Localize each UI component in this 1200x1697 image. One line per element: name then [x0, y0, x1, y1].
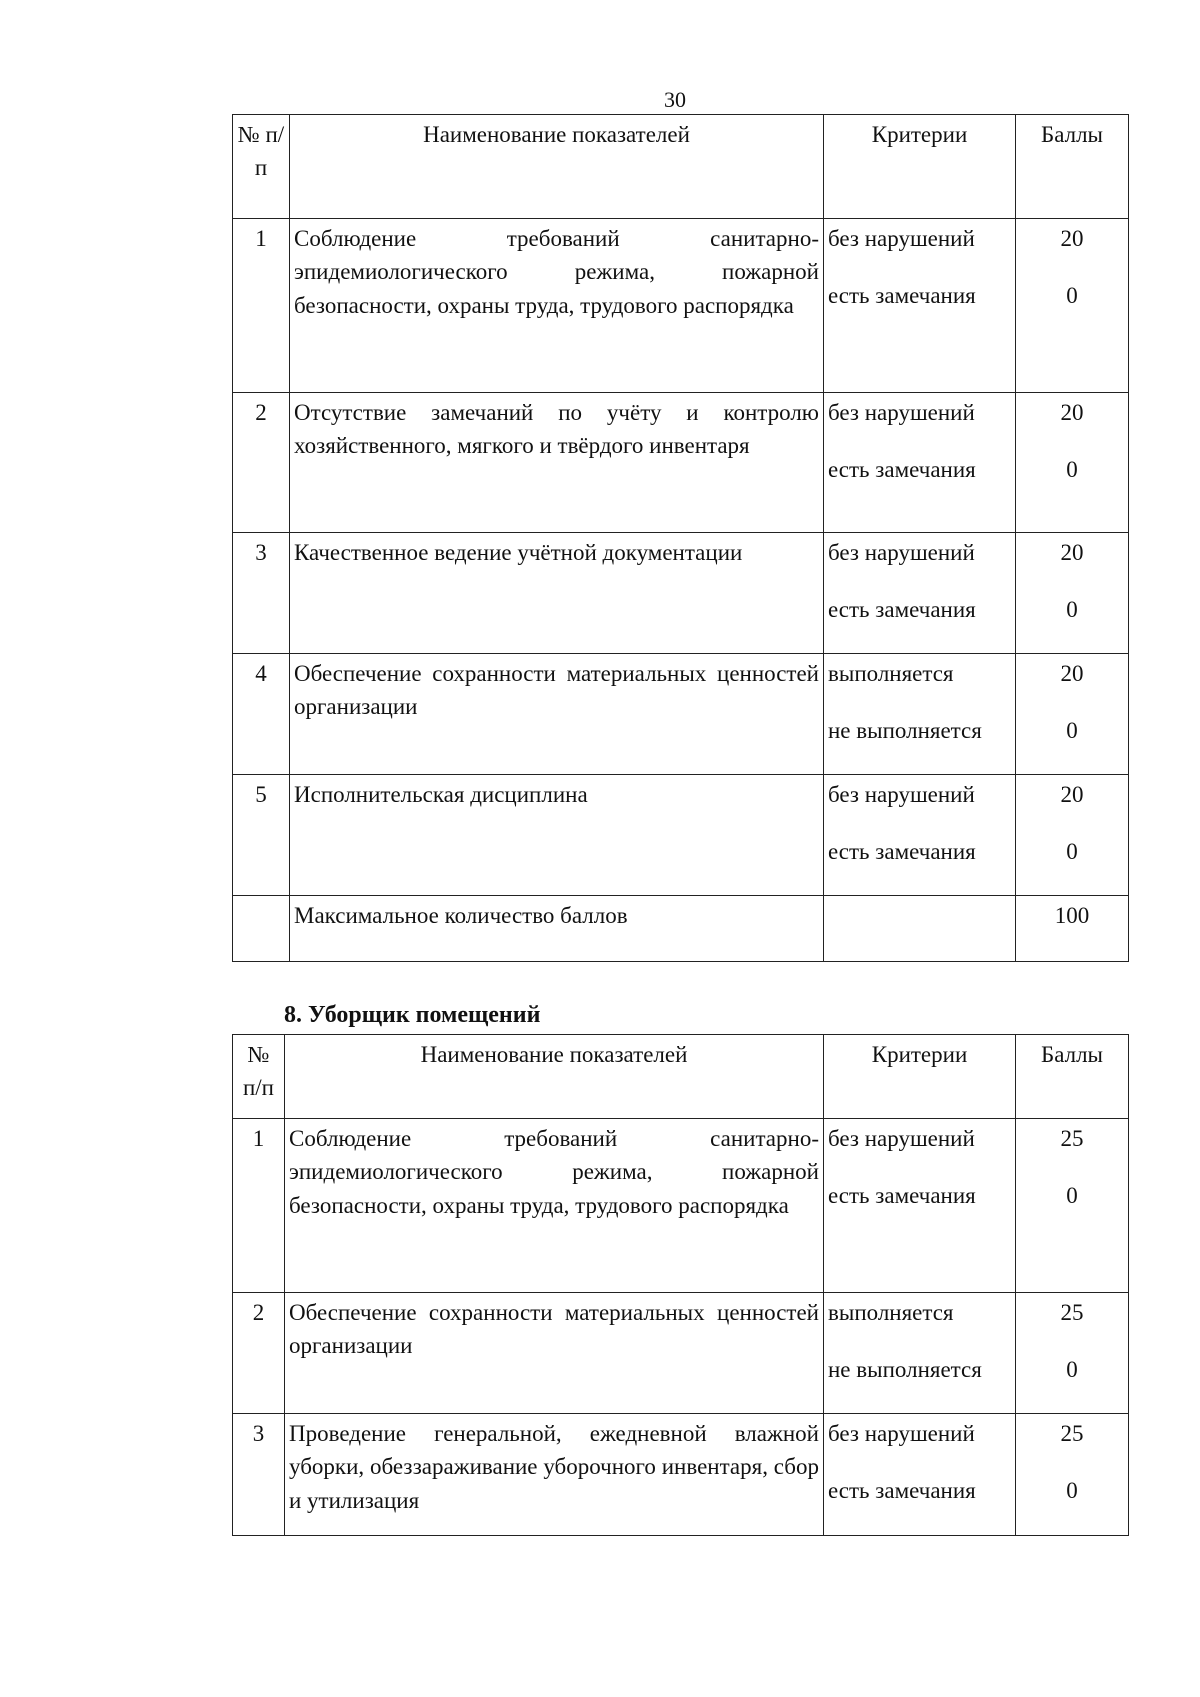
table-row — [233, 533, 1129, 654]
points-value: 0 — [1066, 457, 1078, 483]
table-row — [233, 1119, 1129, 1293]
criteria-option: выполняется — [828, 661, 954, 686]
table-total-row — [233, 896, 1129, 962]
points-value: 0 — [1066, 1478, 1078, 1504]
row-criteria — [824, 1414, 1016, 1536]
criteria-option: есть замечания — [828, 597, 976, 623]
row-criteria — [824, 533, 1016, 654]
header-criteria: Критерии — [824, 1035, 1016, 1119]
row-indicator: Качественное ведение учётной документации — [290, 533, 824, 654]
total-points: 100 — [1016, 896, 1129, 962]
criteria-option: есть замечания — [828, 839, 976, 865]
header-num: № п/п — [233, 115, 290, 219]
points-value: 25 — [1060, 1300, 1084, 1325]
points-value: 25 — [1060, 1126, 1084, 1151]
table-row — [233, 393, 1129, 533]
criteria-table-1 — [232, 114, 1129, 962]
row-criteria — [824, 654, 1016, 775]
criteria-option: выполняется — [828, 1300, 954, 1325]
header-points: Баллы — [1016, 115, 1129, 219]
points-value: 0 — [1066, 283, 1078, 309]
row-num: 1 — [233, 1119, 285, 1293]
criteria-option: без нарушений — [828, 1126, 975, 1151]
row-indicator: Отсутствие замечаний по учёту и контролю хозяйственного, мягкого и твёрдого инвентаря — [290, 393, 824, 533]
row-points — [1016, 1119, 1129, 1293]
row-indicator: Соблюдение требований санитарно-эпидемиологического режима, пожарной безопасности, охраны труда, трудового распорядка — [285, 1119, 824, 1293]
header-criteria: Критерии — [824, 115, 1016, 219]
row-num: 1 — [233, 219, 290, 393]
row-points — [1016, 1293, 1129, 1414]
header-name: Наименование показателей — [285, 1035, 824, 1119]
points-value: 0 — [1066, 1357, 1078, 1383]
table-row — [233, 1293, 1129, 1414]
row-indicator: Обеспечение сохранности материальных ценностей организации — [290, 654, 824, 775]
table-row — [233, 219, 1129, 393]
row-num: 3 — [233, 533, 290, 654]
points-value: 20 — [1060, 540, 1084, 565]
section-title: 8. Уборщик помещений — [284, 1002, 541, 1028]
row-num: 4 — [233, 654, 290, 775]
row-indicator: Проведение генеральной, ежедневной влажной уборки, обеззараживание уборочного инвентаря, сбор и утилизация — [285, 1414, 824, 1536]
row-criteria — [824, 1293, 1016, 1414]
header-num: № п/п — [233, 1035, 285, 1119]
table-row — [233, 775, 1129, 896]
table-header-row — [233, 115, 1129, 219]
row-indicator: Исполнительская дисциплина — [290, 775, 824, 896]
criteria-option: без нарушений — [828, 540, 975, 565]
criteria-option: есть замечания — [828, 283, 976, 309]
points-value: 20 — [1060, 226, 1084, 251]
points-value: 25 — [1060, 1421, 1084, 1446]
points-value: 0 — [1066, 718, 1078, 744]
row-criteria — [824, 775, 1016, 896]
row-num: 2 — [233, 1293, 285, 1414]
table-header-row — [233, 1035, 1129, 1119]
points-value: 0 — [1066, 839, 1078, 865]
row-criteria — [824, 393, 1016, 533]
header-name: Наименование показателей — [290, 115, 824, 219]
row-indicator: Обеспечение сохранности материальных ценностей организации — [285, 1293, 824, 1414]
total-label: Максимальное количество баллов — [290, 896, 824, 962]
row-indicator: Соблюдение требований санитарно-эпидемиологического режима, пожарной безопасности, охраны труда, трудового распорядка — [290, 219, 824, 393]
table-row — [233, 1414, 1129, 1536]
criteria-option: не выполняется — [828, 1357, 982, 1383]
total-criteria — [824, 896, 1016, 962]
row-points — [1016, 219, 1129, 393]
row-num: 3 — [233, 1414, 285, 1536]
criteria-option: не выполняется — [828, 718, 982, 744]
total-num — [233, 896, 290, 962]
criteria-option: есть замечания — [828, 457, 976, 483]
row-criteria — [824, 1119, 1016, 1293]
row-criteria — [824, 219, 1016, 393]
row-points — [1016, 1414, 1129, 1536]
row-points — [1016, 393, 1129, 533]
criteria-option: без нарушений — [828, 782, 975, 807]
page-number: 30 — [664, 87, 686, 112]
points-value: 20 — [1060, 661, 1084, 686]
points-value: 20 — [1060, 400, 1084, 425]
criteria-option: без нарушений — [828, 1421, 975, 1446]
row-num: 5 — [233, 775, 290, 896]
points-value: 20 — [1060, 782, 1084, 807]
row-points — [1016, 533, 1129, 654]
header-points: Баллы — [1016, 1035, 1129, 1119]
row-num: 2 — [233, 393, 290, 533]
row-points — [1016, 654, 1129, 775]
table-row — [233, 654, 1129, 775]
criteria-option: есть замечания — [828, 1183, 976, 1209]
row-points — [1016, 775, 1129, 896]
criteria-option: без нарушений — [828, 400, 975, 425]
criteria-option: без нарушений — [828, 226, 975, 251]
criteria-option: есть замечания — [828, 1478, 976, 1504]
points-value: 0 — [1066, 1183, 1078, 1209]
criteria-table-2 — [232, 1034, 1129, 1536]
points-value: 0 — [1066, 597, 1078, 623]
